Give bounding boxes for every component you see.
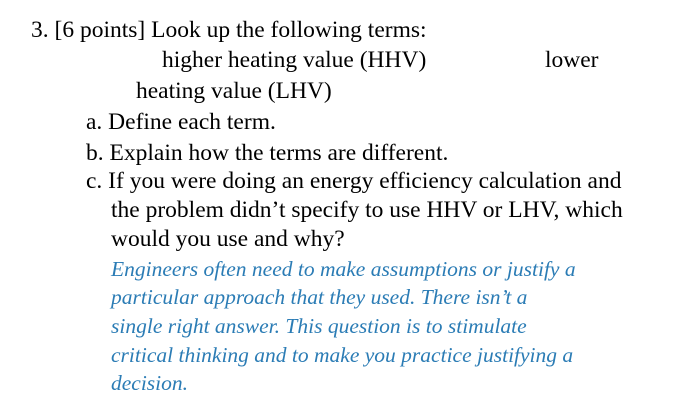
term-lower: lower (545, 47, 599, 73)
part-b: b. Explain how the terms are different. (86, 140, 449, 166)
part-c-line-3: would you use and why? (111, 226, 345, 252)
hint-line-2: particular approach that they used. There isn’t a (111, 285, 528, 309)
hint-line-4: critical thinking and to make you practice justifying a (111, 343, 574, 367)
term-lhv: heating value (LHV) (136, 78, 332, 104)
part-c-line-2: the problem didn’t specify to use HHV or LHV, which (111, 197, 623, 223)
term-hhv: higher heating value (HHV) (162, 47, 427, 73)
hint-line-3: single right answer. This question is to stimulate (111, 314, 527, 338)
hint-line-5: decision. (111, 371, 189, 395)
part-c-line-1: c. If you were doing an energy efficiency calculation and (86, 168, 622, 194)
hint-line-1: Engineers often need to make assumptions or justify a (111, 257, 576, 281)
question-heading: 3. [6 points] Look up the following terms: (31, 17, 427, 43)
part-a: a. Define each term. (86, 109, 276, 135)
